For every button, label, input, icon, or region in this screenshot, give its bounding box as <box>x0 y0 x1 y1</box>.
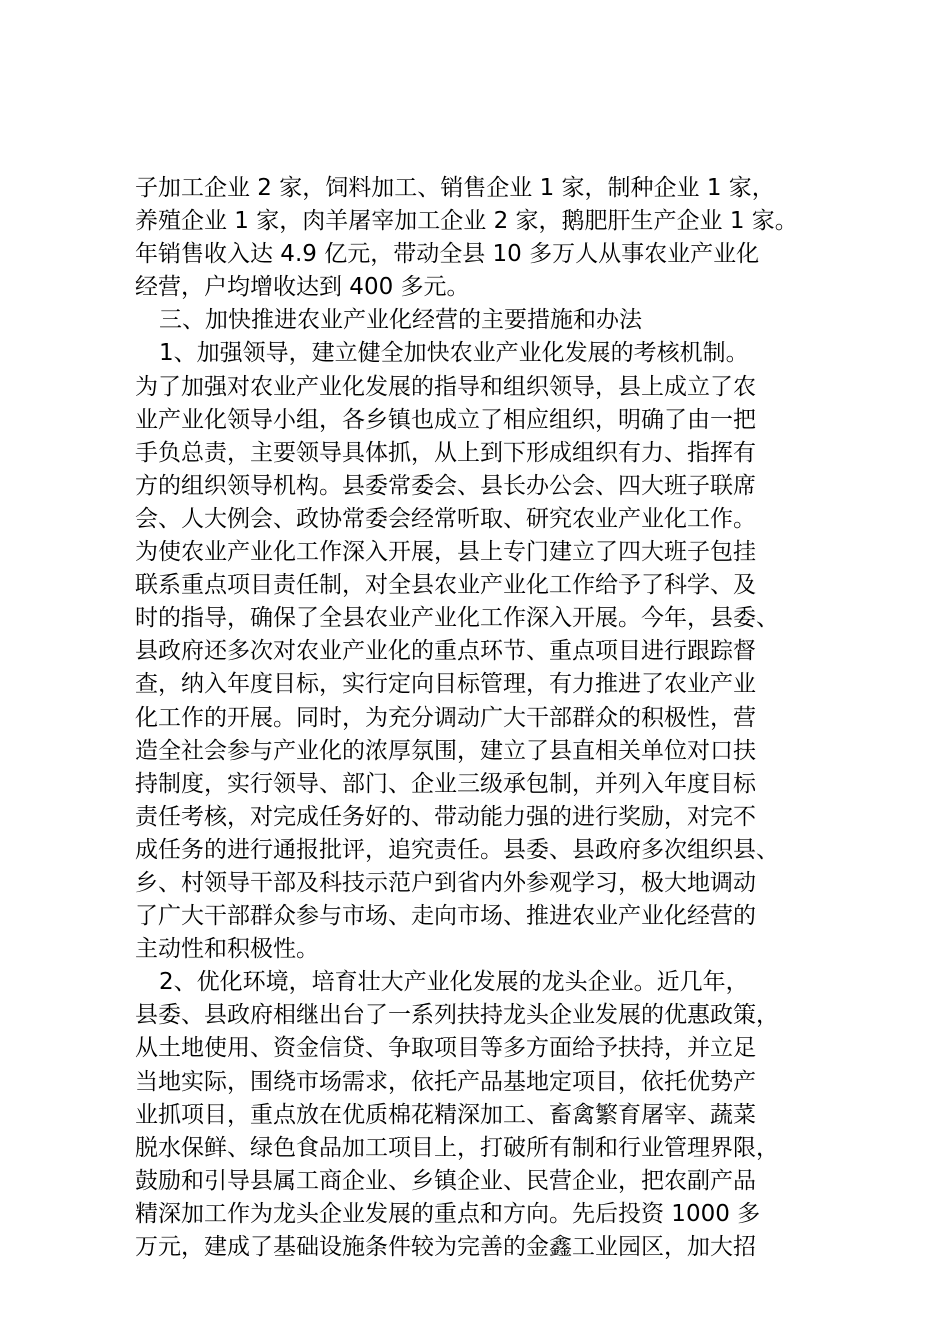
text-line: 为使农业产业化工作深入开展，县上专门建立了四大班子包挂 <box>135 539 756 566</box>
text-line: 子加工企业 2 家，饲料加工、销售企业 1 家，制种企业 1 家， <box>135 175 775 201</box>
text-line: 1、加强领导，建立健全加快农业产业化发展的考核机制。 <box>159 340 749 367</box>
text-line: 当地实际，围绕市场需求，依托产品基地定项目，依托优势产 <box>135 1068 756 1095</box>
text-line: 年销售收入达 4.9 亿元，带动全县 10 多万人从事农业产业化 <box>135 241 760 268</box>
text-line: 县委、县政府相继出台了一系列扶持龙头企业发展的优惠政策， <box>135 1002 779 1029</box>
text-line: 手负总责，主要领导具体抓，从上到下形成组织有力、指挥有 <box>135 439 756 466</box>
document-body <box>135 172 825 1264</box>
text-line: 造全社会参与产业化的浓厚氛围，建立了县直相关单位对口扶 <box>135 737 756 764</box>
text-line: 查，纳入年度目标，实行定向目标管理，有力推进了农业产业 <box>135 671 756 698</box>
text-line: 业产业化领导小组，各乡镇也成立了相应组织，明确了由一把 <box>135 406 756 433</box>
text-line: 成任务的进行通报批评，追究责任。县委、县政府多次组织县、 <box>135 836 779 863</box>
text-line: 乡、村领导干部及科技示范户到省内外参观学习，极大地调动 <box>135 869 756 896</box>
text-line: 联系重点项目责任制，对全县农业产业化工作给予了科学、及 <box>135 572 756 599</box>
text-line: 县政府还多次对农业产业化的重点环节、重点项目进行跟踪督 <box>135 638 756 665</box>
text-line: 为了加强对农业产业化发展的指导和组织领导，县上成立了农 <box>135 373 756 400</box>
text-line: 从土地使用、资金信贷、争取项目等多方面给予扶持，并立足 <box>135 1035 756 1062</box>
text-line: 鼓励和引导县属工商企业、乡镇企业、民营企业，把农副产品 <box>135 1167 756 1194</box>
text-line: 时的指导，确保了全县农业产业化工作深入开展。今年，县委、 <box>135 605 779 632</box>
text-line: 了广大干部群众参与市场、走向市场、推进农业产业化经营的 <box>135 903 756 930</box>
text-line: 持制度，实行领导、部门、企业三级承包制，并列入年度目标 <box>135 770 756 797</box>
text-line: 万元，建成了基础设施条件较为完善的金鑫工业园区，加大招 <box>135 1234 756 1260</box>
text-line: 养殖企业 1 家，肉羊屠宰加工企业 2 家，鹅肥肝生产企业 1 家。 <box>135 208 798 235</box>
text-line: 精深加工作为龙头企业发展的重点和方向。先后投资 1000 多 <box>135 1200 761 1227</box>
text-line: 化工作的开展。同时，为充分调动广大干部群众的积极性，营 <box>135 704 756 731</box>
text-line: 责任考核，对完成任务好的、带动能力强的进行奖励，对完不 <box>135 803 756 830</box>
text-line: 经营，户均增收达到 400 多元。 <box>135 274 470 301</box>
text-line: 2、优化环境，培育壮大产业化发展的龙头企业。近几年， <box>159 969 749 996</box>
text-line: 三、加快推进农业产业化经营的主要措施和办法 <box>159 307 642 334</box>
text-line: 主动性和积极性。 <box>135 936 319 963</box>
text-line: 方的组织领导机构。县委常委会、县长办公会、四大班子联席 <box>135 472 756 499</box>
text-line: 脱水保鲜、绿色食品加工项目上，打破所有制和行业管理界限， <box>135 1134 779 1161</box>
text-line: 业抓项目，重点放在优质棉花精深加工、畜禽繁育屠宰、蔬菜 <box>135 1101 756 1128</box>
text-line: 会、人大例会、政协常委会经常听取、研究农业产业化工作。 <box>135 505 756 532</box>
